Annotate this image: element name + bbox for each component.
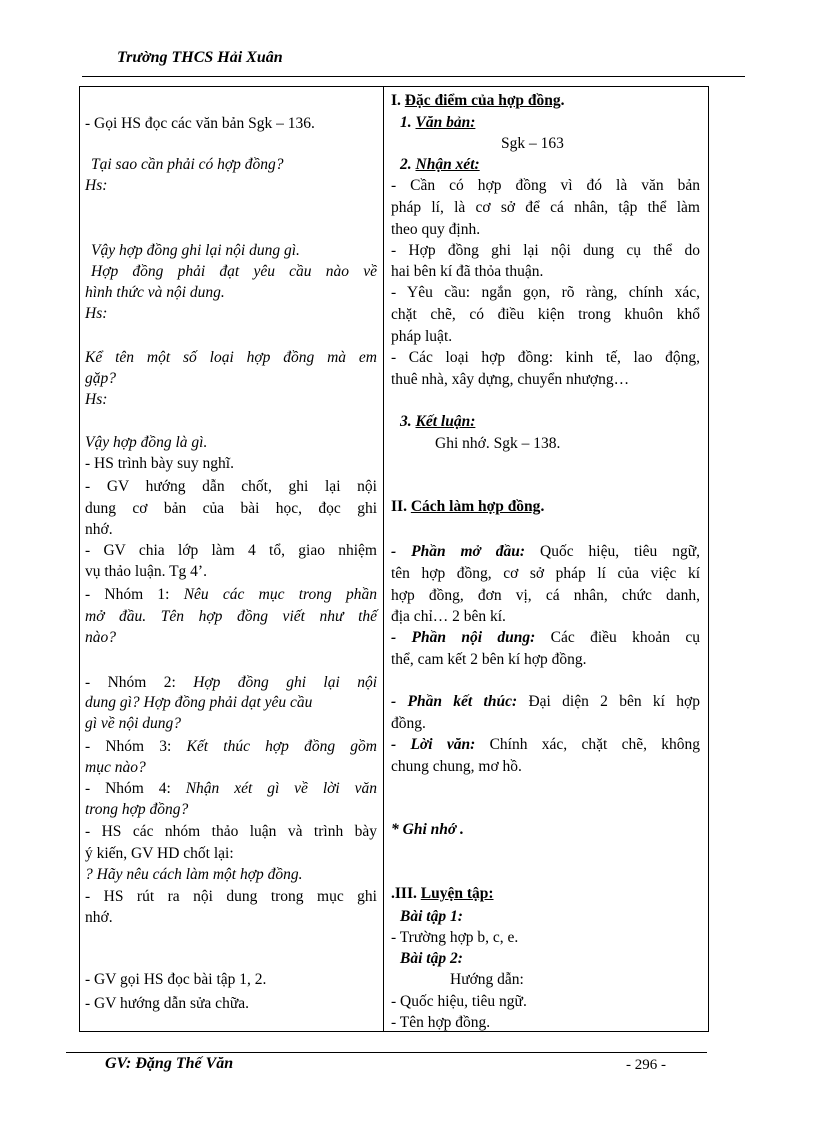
section-heading xyxy=(391,91,700,111)
right-line: đồng. xyxy=(391,715,426,732)
sub-number: 2. xyxy=(400,156,416,173)
part-label: - Phần kết thúc: xyxy=(391,693,529,710)
column-divider xyxy=(383,87,384,1031)
part-text: Các điều khoản cụ xyxy=(550,629,701,646)
right-line: - Trường hợp b, c, e. xyxy=(391,929,519,946)
section-number: .III. xyxy=(391,885,421,902)
section-number: I. xyxy=(391,92,405,109)
left-line: nhớ. xyxy=(85,909,113,926)
right-line: theo quy định. xyxy=(391,221,481,238)
group-label: - Nhóm 3: xyxy=(85,738,187,755)
right-line: - Quốc hiệu, tiêu ngữ. xyxy=(391,993,527,1010)
right-line: - Tên hợp đồng. xyxy=(391,1014,491,1031)
left-line: - Gọi HS đọc các văn bản Sgk – 136. xyxy=(85,115,315,132)
right-line: hợp đồng, đơn vị, cá nhân, chức danh, xyxy=(391,587,700,604)
left-line: Hs: xyxy=(85,177,108,194)
section-title: Luyện tập: xyxy=(420,885,494,902)
left-line: Vậy hợp đồng là gì. xyxy=(85,434,208,451)
right-line xyxy=(391,628,700,648)
right-line: - Các loại hợp đồng: kinh tế, lao động, xyxy=(391,349,700,366)
right-line: Hướng dẫn: xyxy=(450,971,524,988)
left-line xyxy=(85,737,377,757)
left-line: - GV chia lớp làm 4 tổ, giao nhiệm xyxy=(85,542,377,559)
part-text: Chính xác, chặt chẽ, không xyxy=(489,736,701,753)
page-header-school: Trường THCS Hải Xuân xyxy=(117,49,283,66)
left-line: gặp? xyxy=(85,370,116,387)
exercise-heading: Bài tập 1: xyxy=(400,908,463,925)
left-line: dung cơ bản của bài học, đọc ghi xyxy=(85,500,377,517)
page-number: - 296 - xyxy=(626,1057,666,1073)
left-line: Kể tên một số loại hợp đồng mà em xyxy=(85,349,377,366)
footer-teacher: GV: Đặng Thế Văn xyxy=(105,1055,234,1072)
left-line: trong hợp đồng? xyxy=(85,801,189,818)
right-line: pháp lí, là cơ sở để cá nhân, tập thể làm xyxy=(391,199,700,216)
left-line: ý kiến, GV HD chốt lại: xyxy=(85,845,234,862)
right-line: địa chỉ… 2 bên kí. xyxy=(391,608,506,625)
left-line: - GV hướng dẫn sửa chữa. xyxy=(85,995,249,1012)
left-line: mục nào? xyxy=(85,759,146,776)
lesson-table xyxy=(79,86,709,1032)
right-line: thể, cam kết 2 bên kí hợp đồng. xyxy=(391,651,587,668)
group-task: Nêu các mục trong phần xyxy=(183,586,377,603)
subheading xyxy=(400,155,700,175)
section-heading xyxy=(391,497,700,517)
left-line: Tại sao cần phải có hợp đồng? xyxy=(91,156,284,173)
section-title: Đặc điểm của hợp đồng xyxy=(404,92,561,109)
right-line xyxy=(391,692,700,712)
subheading xyxy=(400,412,700,432)
left-line: Hs: xyxy=(85,305,108,322)
left-line xyxy=(85,779,377,799)
part-text: Đại diện 2 bên kí hợp xyxy=(528,693,700,710)
part-label: - Lời văn: xyxy=(391,736,490,753)
left-line: Vậy hợp đồng ghi lại nội dung gì. xyxy=(91,242,300,259)
sub-title: Văn bản: xyxy=(415,114,476,131)
right-line: Ghi nhớ. Sgk – 138. xyxy=(435,435,561,452)
sub-title: Nhận xét: xyxy=(415,156,480,173)
left-line: Hợp đồng phải đạt yêu cầu nào về xyxy=(91,263,377,280)
right-line: - Yêu cầu: ngắn gọn, rõ ràng, chính xác, xyxy=(391,284,700,301)
group-task: Nhận xét gì về lời văn xyxy=(185,780,378,797)
right-line xyxy=(391,542,700,562)
subheading xyxy=(400,113,700,133)
memo-heading: * Ghi nhớ . xyxy=(391,821,464,838)
group-label: - Nhóm 2: xyxy=(85,674,194,691)
left-line: dung gì? Hợp đồng phải dạt yêu cầu xyxy=(85,694,313,711)
part-label: - Phần mở đầu: xyxy=(391,543,541,560)
right-line: thuê nhà, xây dựng, chuyển nhượng… xyxy=(391,371,630,388)
group-label: - Nhóm 4: xyxy=(85,780,186,797)
left-line: nhớ. xyxy=(85,521,113,538)
left-line: mở đầu. Tên hợp đồng viết như thế xyxy=(85,608,377,625)
sub-number: 3. xyxy=(400,413,416,430)
left-line: ? Hãy nêu cách làm một hợp đồng. xyxy=(85,866,303,883)
right-line: hai bên kí đã thỏa thuận. xyxy=(391,263,544,280)
right-line: Sgk – 163 xyxy=(501,135,564,152)
right-line: tên hợp đồng, cơ sở pháp lí của việc kí xyxy=(391,565,700,582)
left-line: nào? xyxy=(85,629,116,646)
left-line: vụ thảo luận. Tg 4’. xyxy=(85,563,207,580)
section-heading xyxy=(391,884,700,904)
left-line: gì về nội dung? xyxy=(85,715,181,732)
left-line: - GV hướng dẫn chốt, ghi lại nội xyxy=(85,478,377,495)
right-line: chặt chẽ, có điều kiện trong khuôn khổ xyxy=(391,306,700,323)
right-line xyxy=(391,735,700,755)
header-rule xyxy=(82,76,745,77)
left-line xyxy=(85,585,377,605)
group-label: - Nhóm 1: xyxy=(85,586,184,603)
left-line: Hs: xyxy=(85,391,108,408)
group-task: Kết thúc hợp đồng gồm xyxy=(186,738,377,755)
section-title: Cách làm hợp đồng xyxy=(410,498,541,515)
exercise-heading: Bài tập 2: xyxy=(400,950,463,967)
left-line: - HS rút ra nội dung trong mục ghi xyxy=(85,888,377,905)
right-line: pháp luật. xyxy=(391,328,453,345)
right-line: - Cần có hợp đồng vì đó là văn bản xyxy=(391,177,700,194)
right-line: - Hợp đồng ghi lại nội dung cụ thể do xyxy=(391,242,700,259)
part-text: Quốc hiệu, tiêu ngữ, xyxy=(540,543,700,560)
right-line: chung chung, mơ hồ. xyxy=(391,758,522,775)
left-line: - GV gọi HS đọc bài tập 1, 2. xyxy=(85,971,267,988)
section-punct: . xyxy=(560,92,565,109)
sub-title: Kết luận: xyxy=(415,413,476,430)
part-label: - Phần nội dung: xyxy=(391,629,551,646)
footer-rule xyxy=(66,1052,707,1053)
left-line: - HS các nhóm thảo luận và trình bày xyxy=(85,823,377,840)
group-task: Hợp đồng ghi lại nội xyxy=(193,674,377,691)
section-number: II. xyxy=(391,498,411,515)
left-line xyxy=(85,673,377,693)
left-line: hình thức và nội dung. xyxy=(85,284,225,301)
section-punct: . xyxy=(540,498,545,515)
left-line: - HS trình bày suy nghĩ. xyxy=(85,455,234,472)
sub-number: 1. xyxy=(400,114,416,131)
